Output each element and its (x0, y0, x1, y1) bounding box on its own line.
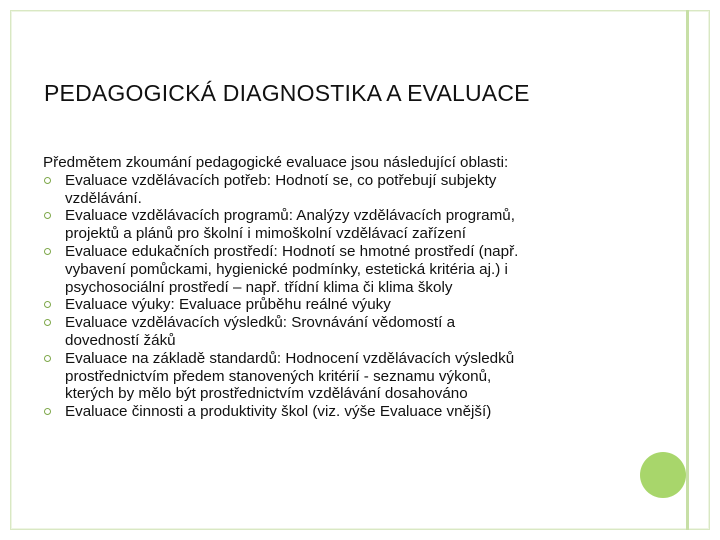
circle-bullet-icon (44, 212, 51, 219)
list-item-text-line: psychosociální prostředí – např. třídní klima či klima školy (65, 278, 453, 296)
list-item-text-line: dovedností žáků (65, 331, 176, 349)
list-item-text-line: Evaluace na základě standardů: Hodnocení vzdělávacích výsledků (65, 349, 515, 367)
intro-text: Předmětem zkoumání pedagogické evaluace jsou následující oblasti: (43, 154, 509, 171)
list-item-text-line: Evaluace vzdělávacích potřeb: Hodnotí se, co potřebují subjekty (65, 171, 497, 189)
list-item-text-line: Evaluace činnosti a produktivity škol (viz. výše Evaluace vnější) (65, 403, 492, 421)
decorative-green-circle (640, 452, 686, 498)
slide-content (43, 154, 653, 421)
list-item-text-line: kterých by mělo být prostřednictvím vzdělávání dosahováno (65, 385, 468, 403)
list-item-text-line: vybavení pomůckami, hygienické podmínky, estetická kritéria aj.) i (65, 260, 508, 278)
circle-bullet-icon (44, 177, 51, 184)
decorative-vertical-line (686, 10, 689, 530)
list-item-text-line: projektů a plánů pro školní i mimoškolní vzdělávací zařízení (65, 225, 466, 243)
circle-bullet-icon (44, 355, 51, 362)
list-item (43, 350, 653, 403)
list-item-text-line: Evaluace edukačních prostředí: Hodnotí se hmotné prostředí (např. (65, 242, 519, 260)
list-item-text-line: vzdělávání. (65, 189, 142, 207)
circle-bullet-icon (44, 408, 51, 415)
list-item-text-line: prostřednictvím předem stanovených kritérií - seznamu výkonů, (65, 367, 492, 385)
slide-title: PEDAGOGICKÁ DIAGNOSTIKA A EVALUACE (44, 80, 530, 106)
bullet-list (43, 172, 653, 421)
list-item (43, 296, 653, 314)
list-item (43, 172, 653, 208)
list-item-text-line: Evaluace vzdělávacích výsledků: Srovnávání vědomostí a (65, 314, 456, 332)
circle-bullet-icon (44, 319, 51, 326)
list-item (43, 243, 653, 296)
list-item-text-line: Evaluace vzdělávacích programů: Analýzy vzdělávacích programů, (65, 207, 515, 225)
list-item (43, 314, 653, 350)
circle-bullet-icon (44, 248, 51, 255)
list-item-text-line: Evaluace výuky: Evaluace průběhu reálné výuky (65, 296, 391, 314)
list-item (43, 403, 653, 421)
list-item (43, 207, 653, 243)
circle-bullet-icon (44, 301, 51, 308)
